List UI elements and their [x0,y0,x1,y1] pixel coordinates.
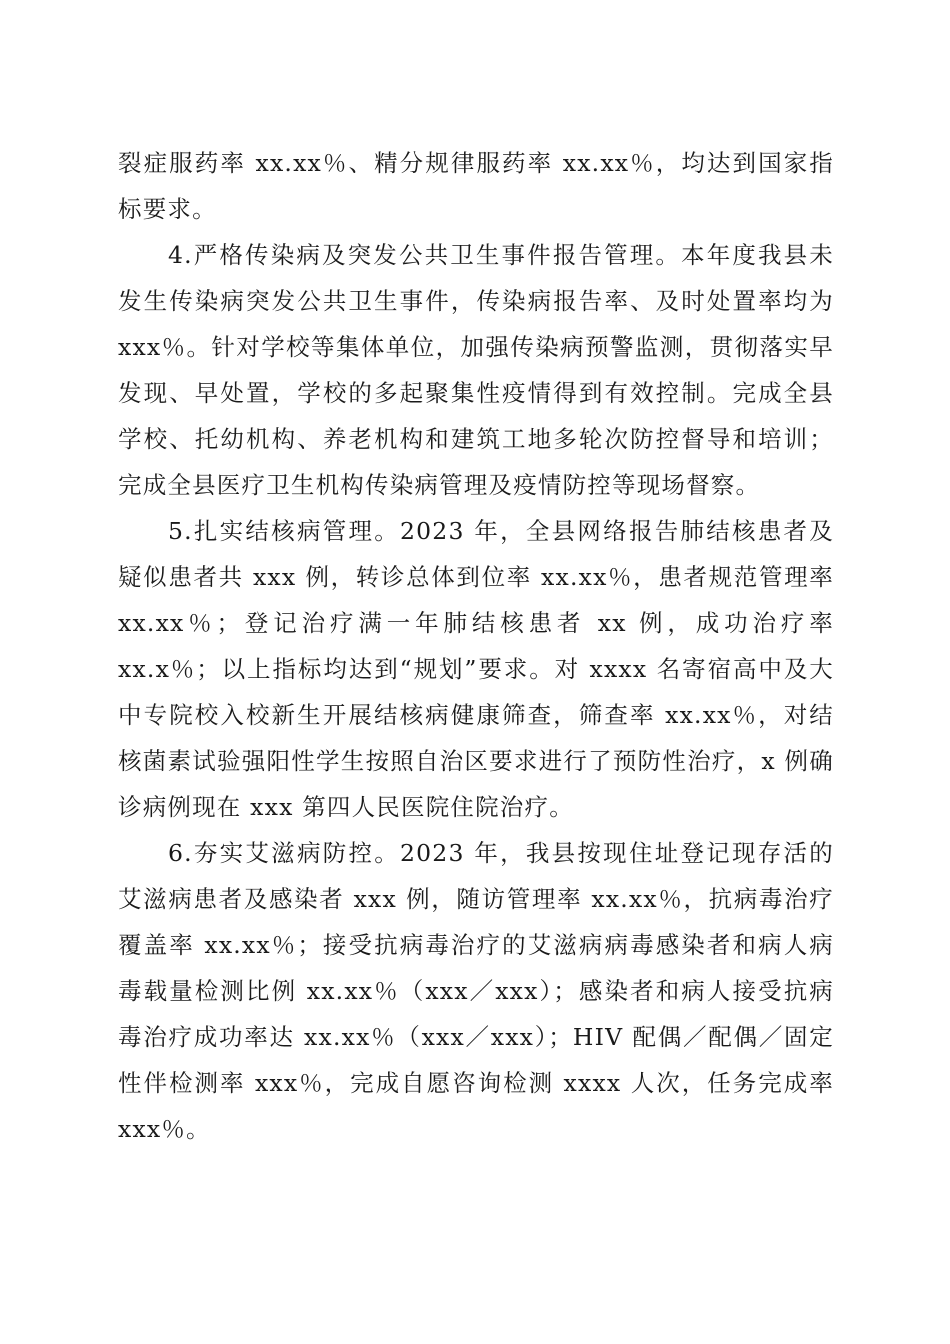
paragraph-continuation: 裂症服药率 xx.xx％、精分规律服药率 xx.xx％，均达到国家指标要求。 [118,149,834,223]
document-body [118,140,834,1152]
paragraph-item-5: 5.扎实结核病管理。2023 年，全县网络报告肺结核患者及疑似患者共 xxx 例，转诊总体到位率 xx.xx％，患者规范管理率 xx.xx％；登记治疗满一年肺结核患者 xx 例，成功治疗率 xx.x％；以上指标均达到“规划”要求。对 xxxx 名寄宿高中及大中专院校入校新生开展结核病健康筛查，筛查率 xx.xx％，对结核菌素试验强阳性学生按照自治区要求进行了预防性治疗，x 例确诊病例现在 xxx 第四人民医院住院治疗。 [118,517,834,821]
paragraph-item-4: 4.严格传染病及突发公共卫生事件报告管理。本年度我县未发生传染病突发公共卫生事件，传染病报告率、及时处置率均为 xxx％。针对学校等集体单位，加强传染病预警监测，贯彻落实早发现、早处置，学校的多起聚集性疫情得到有效控制。完成全县学校、托幼机构、养老机构和建筑工地多轮次防控督导和培训；完成全县医疗卫生机构传染病管理及疫情防控等现场督察。 [118,241,834,499]
paragraph-item-6: 6.夯实艾滋病防控。2023 年，我县按现住址登记现存活的艾滋病患者及感染者 xxx 例，随访管理率 xx.xx％，抗病毒治疗覆盖率 xx.xx％；接受抗病毒治疗的艾滋病病毒感染者和病人病毒载量检测比例 xx.xx％（xxx／xxx）；感染者和病人接受抗病毒治疗成功率达 xx.xx％（xxx／xxx）；HIV 配偶／配偶／固定性伴检测率 xxx％，完成自愿咨询检测 xxxx 人次，任务完成率 xxx％。 [118,839,834,1143]
